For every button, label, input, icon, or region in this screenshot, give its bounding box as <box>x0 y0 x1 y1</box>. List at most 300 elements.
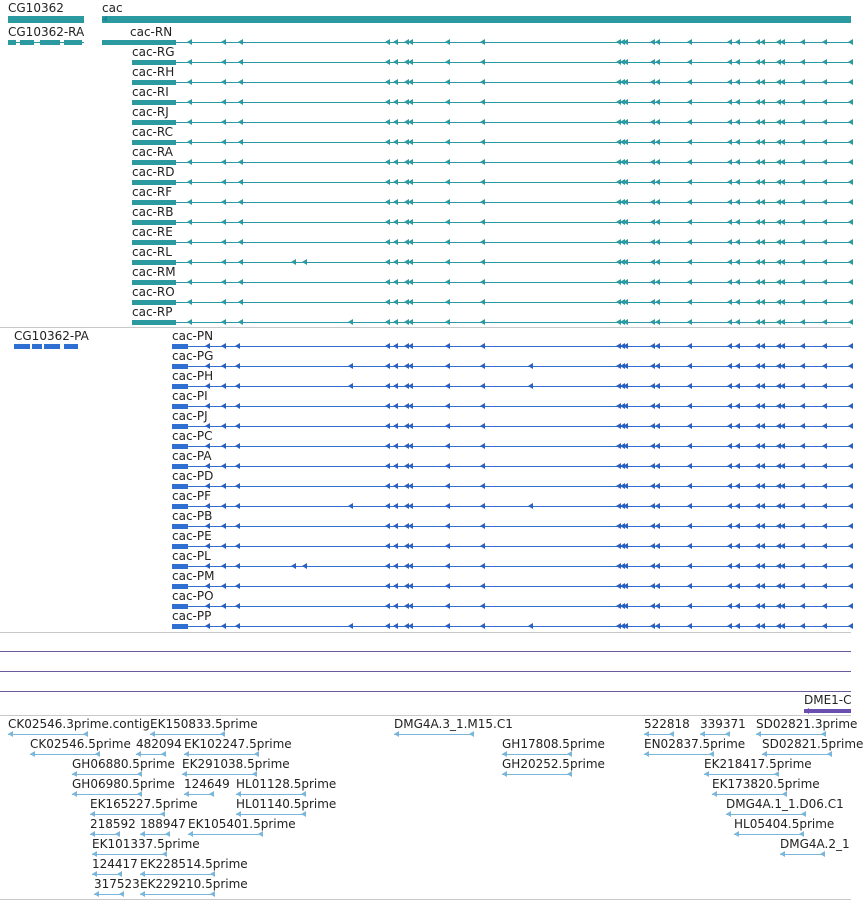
protein-exon-arrow <box>800 443 805 449</box>
est-label-522818[interactable]: 522818 <box>644 717 690 731</box>
protein-exon-arrow <box>848 623 853 629</box>
protein-exon-arrow <box>655 403 660 409</box>
transcript-exon-arrow <box>221 179 226 185</box>
protein-exon-arrow <box>800 563 805 569</box>
protein-exon-arrow <box>655 423 660 429</box>
transcript-exon-arrow <box>221 159 226 165</box>
transcript-label-cac-rb[interactable]: cac-RB <box>132 205 174 219</box>
transcript-exon-arrow <box>848 119 853 125</box>
protein-label-cg10362-pa[interactable]: CG10362-PA <box>14 329 89 343</box>
protein-exon-arrow <box>800 423 805 429</box>
transcript-exon-arrow <box>238 279 243 285</box>
transcript-exon-arrow <box>393 199 398 205</box>
transcript-label-cac-rj[interactable]: cac-RJ <box>132 105 169 119</box>
protein-label-cac-pb[interactable]: cac-PB <box>172 509 213 523</box>
est-label-hl05404-5prime[interactable]: HL05404.5prime <box>734 817 835 831</box>
transcript-intron-line <box>176 282 851 283</box>
transcript-label-cg10362-ra[interactable]: CG10362-RA <box>8 25 85 39</box>
protein-exon-arrow <box>655 343 660 349</box>
transcript-exon-arrow <box>408 119 413 125</box>
gene-label-cg10362[interactable]: CG10362 <box>8 1 64 15</box>
transcript-exon-arrow <box>221 119 226 125</box>
protein-exon-arrow <box>800 403 805 409</box>
protein-exon-arrow <box>445 463 450 469</box>
est-label-hl01128-5prime[interactable]: HL01128.5prime <box>236 777 337 791</box>
protein-exon-arrow <box>655 543 660 549</box>
transcript-exon-arrow <box>822 239 827 245</box>
est-arrow <box>704 771 709 777</box>
protein-exon-arrow <box>385 443 390 449</box>
est-arrow <box>712 791 717 797</box>
protein-exon-arrow <box>848 443 853 449</box>
protein-exon-arrow <box>221 423 226 429</box>
transcript-label-cac-ri[interactable]: cac-RI <box>132 85 169 99</box>
protein-exon-arrow <box>445 363 450 369</box>
protein-exon-arrow <box>302 563 307 569</box>
protein-exon-arrow <box>848 423 853 429</box>
protein-exon-arrow <box>480 363 485 369</box>
est-arrow <box>258 831 263 837</box>
transcript-exon-arrow <box>445 239 450 245</box>
est-label-gh06980-5prime[interactable]: GH06980.5prime <box>72 777 175 791</box>
transcript-intron-line <box>176 142 851 143</box>
protein-exon <box>44 344 60 349</box>
transcript-exon-arrow <box>238 179 243 185</box>
est-label-339371[interactable]: 339371 <box>700 717 746 731</box>
transcript-exon-arrow <box>655 259 660 265</box>
est-arrow <box>756 731 761 737</box>
transcript-exon-arrow <box>393 279 398 285</box>
transcript-exon-arrow <box>393 179 398 185</box>
est-label-ek228514-5prime[interactable]: EK228514.5prime <box>140 857 248 871</box>
transcript-exon-arrow <box>480 79 485 85</box>
protein-exon-arrow <box>780 383 785 389</box>
protein-exon-arrow <box>727 443 732 449</box>
protein-exon-arrow <box>235 523 240 529</box>
transcript-exon-arrow <box>848 159 853 165</box>
transcript-exon-arrow <box>735 59 740 65</box>
protein-exon-arrow <box>822 483 827 489</box>
protein-exon-arrow <box>623 563 628 569</box>
est-line <box>780 854 825 855</box>
protein-exon-arrow <box>480 403 485 409</box>
protein-exon-arrow <box>408 563 413 569</box>
transcript-exon-arrow <box>780 319 785 325</box>
protein-exon-arrow <box>780 363 785 369</box>
transcript-label-cac-ra[interactable]: cac-RA <box>132 145 173 159</box>
est-line <box>712 794 787 795</box>
track-separator <box>0 651 851 652</box>
protein-intron-line <box>188 586 851 587</box>
track-separator <box>0 691 851 692</box>
protein-exon-arrow <box>780 503 785 509</box>
gene-label-cac[interactable]: cac <box>102 1 123 15</box>
transcript-label-cac-re[interactable]: cac-RE <box>132 225 173 239</box>
transcript-exon-arrow <box>687 199 692 205</box>
transcript-label-cac-rd[interactable]: cac-RD <box>132 165 175 179</box>
protein-exon-arrow <box>408 543 413 549</box>
protein-exon-arrow <box>727 463 732 469</box>
transcript-exon-arrow <box>221 99 226 105</box>
est-label-ek101337-5prime[interactable]: EK101337.5prime <box>92 837 200 851</box>
dme-bar <box>804 709 851 713</box>
transcript-exon-arrow <box>221 299 226 305</box>
protein-exon-arrow <box>623 363 628 369</box>
est-label-dmg4a-3-1-m15-c1[interactable]: DMG4A.3_1.M15.C1 <box>394 717 513 731</box>
protein-exon-arrow <box>848 363 853 369</box>
est-arrow <box>209 791 214 797</box>
est-label-en02837-5prime[interactable]: EN02837.5prime <box>644 737 746 751</box>
est-line <box>140 874 215 875</box>
protein-exon-arrow <box>408 383 413 389</box>
protein-exon-arrow <box>393 483 398 489</box>
transcript-exon-arrow <box>735 99 740 105</box>
est-line <box>30 754 100 755</box>
transcript-exon-arrow <box>780 59 785 65</box>
protein-exon-arrow <box>848 463 853 469</box>
protein-exon-arrow <box>780 623 785 629</box>
protein-exon-arrow <box>408 523 413 529</box>
protein-exon-arrow <box>848 503 853 509</box>
transcript-exon-arrow <box>822 219 827 225</box>
transcript-exon-arrow <box>822 39 827 45</box>
protein-exon-arrow <box>800 523 805 529</box>
protein-exon-arrow <box>221 523 226 529</box>
protein-exon-arrow <box>393 363 398 369</box>
transcript-exon-arrow <box>221 279 226 285</box>
transcript-label-cac-rh[interactable]: cac-RH <box>132 65 175 79</box>
transcript-exon-arrow <box>780 99 785 105</box>
protein-label-cac-pn[interactable]: cac-PN <box>172 329 214 343</box>
protein-exon-arrow <box>735 423 740 429</box>
transcript-exon-arrow <box>760 299 765 305</box>
est-label-482094[interactable]: 482094 <box>136 737 182 751</box>
est-label-317523[interactable]: 317523 <box>94 877 140 891</box>
dme-arrow <box>804 708 809 714</box>
transcript-exon-arrow <box>408 259 413 265</box>
transcript-exon-arrow <box>623 39 628 45</box>
transcript-exon-arrow <box>822 59 827 65</box>
protein-exon-arrow <box>822 583 827 589</box>
transcript-exon-arrow <box>623 239 628 245</box>
transcript-exon-arrow <box>385 159 390 165</box>
est-arrow <box>8 731 13 737</box>
protein-exon-arrow <box>393 343 398 349</box>
transcript-intron-line <box>176 242 851 243</box>
protein-exon-arrow <box>221 483 226 489</box>
est-arrow <box>119 891 124 897</box>
protein-exon <box>14 344 30 349</box>
transcript-exon-arrow <box>187 279 192 285</box>
protein-label-cac-ph[interactable]: cac-PH <box>172 369 214 383</box>
transcript-exon-arrow <box>238 219 243 225</box>
protein-exon-arrow <box>760 343 765 349</box>
transcript-exon-arrow <box>727 259 732 265</box>
transcript-exon-arrow <box>800 199 805 205</box>
protein-exon-arrow <box>687 463 692 469</box>
transcript-exon-arrow <box>385 199 390 205</box>
transcript-label-cac-rf[interactable]: cac-RF <box>132 185 173 199</box>
transcript-exon-arrow <box>687 119 692 125</box>
transcript-intron-line <box>8 42 84 43</box>
transcript-exon-arrow <box>393 99 398 105</box>
transcript-exon-arrow <box>238 159 243 165</box>
transcript-label-cac-rg[interactable]: cac-RG <box>132 45 175 59</box>
protein-exon-arrow <box>291 563 296 569</box>
transcript-exon-arrow <box>348 319 353 325</box>
transcript-exon-arrow <box>445 79 450 85</box>
protein-exon-arrow <box>221 463 226 469</box>
transcript-exon-arrow <box>385 179 390 185</box>
transcript-exon-arrow <box>735 159 740 165</box>
protein-exon-arrow <box>623 343 628 349</box>
protein-exon-arrow <box>727 583 732 589</box>
transcript-exon-arrow <box>848 59 853 65</box>
protein-exon-arrow <box>735 443 740 449</box>
transcript-exon-arrow <box>408 159 413 165</box>
transcript-exon-arrow <box>800 259 805 265</box>
protein-exon-arrow <box>822 563 827 569</box>
protein-exon-arrow <box>480 343 485 349</box>
est-line <box>8 734 88 735</box>
transcript-exon-arrow <box>727 99 732 105</box>
transcript-exon-arrow <box>780 139 785 145</box>
protein-exon-arrow <box>687 383 692 389</box>
est-label-218592[interactable]: 218592 <box>90 817 136 831</box>
protein-exon-arrow <box>687 423 692 429</box>
protein-label-cac-pc[interactable]: cac-PC <box>172 429 213 443</box>
protein-label-cac-pe[interactable]: cac-PE <box>172 529 212 543</box>
transcript-label-cac-rn[interactable]: cac-RN <box>130 25 173 39</box>
transcript-exon-arrow <box>480 59 485 65</box>
protein-label-cac-po[interactable]: cac-PO <box>172 589 214 603</box>
transcript-exon-arrow <box>385 79 390 85</box>
protein-exon-arrow <box>800 543 805 549</box>
transcript-exon-arrow <box>393 259 398 265</box>
est-label-gh17808-5prime[interactable]: GH17808.5prime <box>502 737 605 751</box>
transcript-exon-arrow <box>780 219 785 225</box>
transcript-exon-arrow <box>221 199 226 205</box>
est-label-sd02821-3prime[interactable]: SD02821.3prime <box>756 717 858 731</box>
est-label-ck02546-5prime[interactable]: CK02546.5prime <box>30 737 131 751</box>
protein-exon-arrow <box>735 383 740 389</box>
est-line <box>394 734 474 735</box>
protein-exon-arrow <box>235 563 240 569</box>
transcript-exon-arrow <box>187 79 192 85</box>
transcript-exon-arrow <box>187 119 192 125</box>
protein-exon-arrow <box>780 543 785 549</box>
transcript-exon-arrow <box>735 199 740 205</box>
transcript-exon-arrow <box>623 79 628 85</box>
protein-exon-arrow <box>623 483 628 489</box>
transcript-exon-arrow <box>445 279 450 285</box>
est-label-ek105401-5prime[interactable]: EK105401.5prime <box>188 817 296 831</box>
protein-label-cac-pf[interactable]: cac-PF <box>172 489 212 503</box>
est-label-ek218417-5prime[interactable]: EK218417.5prime <box>704 757 812 771</box>
transcript-exon-arrow <box>393 139 398 145</box>
dme-label[interactable]: DME1-C <box>804 693 852 707</box>
protein-intron-line <box>188 606 851 607</box>
transcript-intron-line <box>176 262 851 263</box>
protein-exon-arrow <box>800 463 805 469</box>
transcript-exon-arrow <box>780 259 785 265</box>
transcript-exon-arrow <box>727 79 732 85</box>
protein-exon-arrow <box>623 583 628 589</box>
est-label-ek229210-5prime[interactable]: EK229210.5prime <box>140 877 248 891</box>
transcript-exon-arrow <box>687 99 692 105</box>
transcript-intron-line <box>176 302 851 303</box>
est-arrow <box>140 891 145 897</box>
transcript-exon-arrow <box>187 139 192 145</box>
transcript-label-cac-rl[interactable]: cac-RL <box>132 245 172 259</box>
est-label-ek291038-5prime[interactable]: EK291038.5prime <box>182 757 290 771</box>
protein-exon-arrow <box>687 443 692 449</box>
transcript-exon-arrow <box>687 59 692 65</box>
protein-exon-arrow <box>848 603 853 609</box>
protein-label-cac-pl[interactable]: cac-PL <box>172 549 211 563</box>
protein-exon-arrow <box>822 443 827 449</box>
transcript-exon-arrow <box>385 59 390 65</box>
est-label-188947[interactable]: 188947 <box>140 817 186 831</box>
est-line <box>188 834 263 835</box>
transcript-exon-arrow <box>848 199 853 205</box>
protein-exon-arrow <box>623 503 628 509</box>
est-label-124417[interactable]: 124417 <box>92 857 138 871</box>
est-label-gh06880-5prime[interactable]: GH06880.5prime <box>72 757 175 771</box>
est-label-124649[interactable]: 124649 <box>184 777 230 791</box>
est-label-sd02821-5prime[interactable]: SD02821.5prime <box>762 737 863 751</box>
transcript-exon-arrow <box>735 239 740 245</box>
transcript-exon-arrow <box>408 299 413 305</box>
transcript-label-cac-rm[interactable]: cac-RM <box>132 265 176 279</box>
protein-exon-arrow <box>780 523 785 529</box>
protein-exon-arrow <box>687 603 692 609</box>
transcript-exon-arrow <box>760 239 765 245</box>
protein-exon-arrow <box>800 583 805 589</box>
protein-exon-arrow <box>235 603 240 609</box>
transcript-exon-arrow <box>480 279 485 285</box>
transcript-exon-arrow <box>623 219 628 225</box>
protein-exon-arrow <box>848 483 853 489</box>
transcript-exon-arrow <box>655 219 660 225</box>
transcript-exon-arrow <box>822 99 827 105</box>
protein-exon-arrow <box>408 483 413 489</box>
transcript-label-cac-ro[interactable]: cac-RO <box>132 285 175 299</box>
transcript-exon-arrow <box>445 259 450 265</box>
protein-exon-arrow <box>822 543 827 549</box>
protein-label-cac-pg[interactable]: cac-PG <box>172 349 214 363</box>
est-label-ek173820-5prime[interactable]: EK173820.5prime <box>712 777 820 791</box>
est-label-ek102247-5prime[interactable]: EK102247.5prime <box>184 737 292 751</box>
transcript-exon-arrow <box>480 99 485 105</box>
protein-label-cac-pp[interactable]: cac-PP <box>172 609 212 623</box>
transcript-exon-arrow <box>687 239 692 245</box>
transcript-exon-arrow <box>385 139 390 145</box>
protein-label-cac-pd[interactable]: cac-PD <box>172 469 214 483</box>
transcript-label-cac-rp[interactable]: cac-RP <box>132 305 173 319</box>
transcript-exon-arrow <box>822 139 827 145</box>
protein-label-cac-pj[interactable]: cac-PJ <box>172 409 208 423</box>
transcript-exon-arrow <box>623 179 628 185</box>
protein-exon-arrow <box>235 343 240 349</box>
protein-exon-arrow <box>848 563 853 569</box>
est-label-ck02546-3prime-contig[interactable]: CK02546.3prime.contig <box>8 717 150 731</box>
transcript-exon-arrow <box>187 59 192 65</box>
transcript-label-cac-rc[interactable]: cac-RC <box>132 125 173 139</box>
protein-exon-arrow <box>393 583 398 589</box>
transcript-exon-arrow <box>445 299 450 305</box>
protein-exon-arrow <box>480 603 485 609</box>
transcript-exon-arrow <box>800 319 805 325</box>
transcript-exon-arrow <box>385 299 390 305</box>
transcript-exon-arrow <box>385 219 390 225</box>
transcript-exon-arrow <box>445 39 450 45</box>
protein-label-cac-pm[interactable]: cac-PM <box>172 569 215 583</box>
protein-exon-arrow <box>393 523 398 529</box>
transcript-exon-arrow <box>187 239 192 245</box>
protein-label-cac-pa[interactable]: cac-PA <box>172 449 212 463</box>
protein-label-cac-pi[interactable]: cac-PI <box>172 389 208 403</box>
transcript-exon-arrow <box>727 119 732 125</box>
protein-exon-arrow <box>760 383 765 389</box>
protein-exon-arrow <box>655 443 660 449</box>
est-label-ek165227-5prime[interactable]: EK165227.5prime <box>90 797 198 811</box>
est-label-dmg4a-1-1-d06-c1[interactable]: DMG4A.1_1.D06.C1 <box>726 797 844 811</box>
transcript-exon-arrow <box>780 279 785 285</box>
transcript-exon-arrow <box>727 139 732 145</box>
protein-exon-arrow <box>848 543 853 549</box>
transcript-exon-arrow <box>480 239 485 245</box>
est-label-gh20252-5prime[interactable]: GH20252.5prime <box>502 757 605 771</box>
track-divider <box>0 632 851 633</box>
protein-exon-arrow <box>445 543 450 549</box>
protein-exon-arrow <box>385 403 390 409</box>
transcript-exon-arrow <box>735 79 740 85</box>
est-label-dmg4a-2-1[interactable]: DMG4A.2_1 <box>780 837 850 851</box>
protein-exon-arrow <box>800 623 805 629</box>
transcript-exon-arrow <box>735 119 740 125</box>
transcript-exon-arrow <box>735 279 740 285</box>
transcript-exon-arrow <box>800 299 805 305</box>
protein-exon-arrow <box>760 503 765 509</box>
transcript-exon-arrow <box>623 319 628 325</box>
protein-intron-line <box>188 386 851 387</box>
transcript-exon-arrow <box>800 119 805 125</box>
transcript-exon-arrow <box>822 159 827 165</box>
protein-exon-arrow <box>760 623 765 629</box>
protein-exon-arrow <box>445 383 450 389</box>
transcript-exon-arrow <box>408 279 413 285</box>
transcript-exon-arrow <box>187 299 192 305</box>
est-label-ek150833-5prime[interactable]: EK150833.5prime <box>150 717 258 731</box>
transcript-exon-arrow <box>687 39 692 45</box>
protein-exon-arrow <box>221 503 226 509</box>
protein-intron-line <box>188 486 851 487</box>
protein-exon-arrow <box>655 603 660 609</box>
transcript-exon-arrow <box>655 159 660 165</box>
transcript-exon-arrow <box>623 59 628 65</box>
transcript-exon-arrow <box>800 79 805 85</box>
protein-exon-arrow <box>727 483 732 489</box>
est-label-hl01140-5prime[interactable]: HL01140.5prime <box>236 797 337 811</box>
protein-exon-arrow <box>687 503 692 509</box>
transcript-intron-line <box>176 82 851 83</box>
protein-exon-arrow <box>848 523 853 529</box>
protein-exon-arrow <box>655 363 660 369</box>
protein-exon-arrow <box>623 403 628 409</box>
protein-exon-arrow <box>445 343 450 349</box>
protein-exon-arrow <box>385 603 390 609</box>
